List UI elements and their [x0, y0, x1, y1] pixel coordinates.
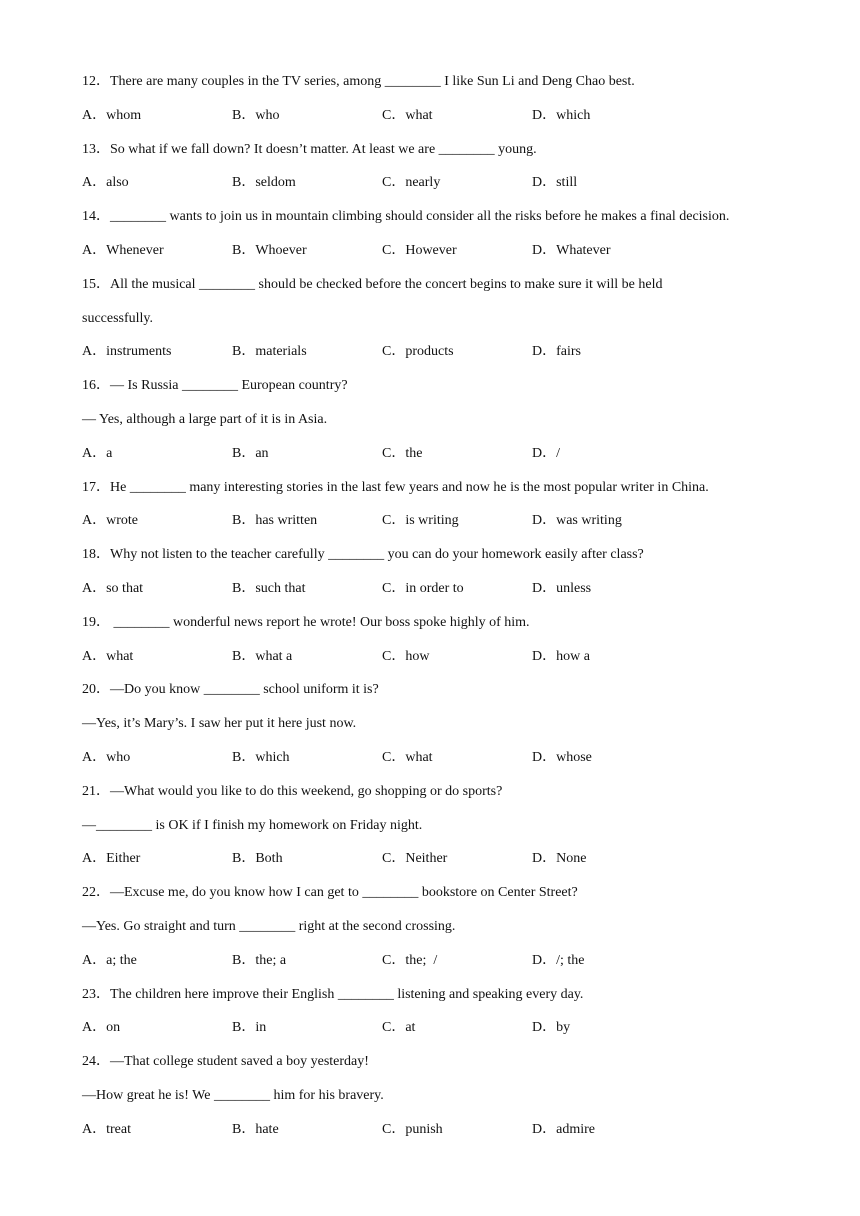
- answer-options: [82, 748, 802, 782]
- answer-option-d[interactable]: D．still: [532, 175, 578, 191]
- answer-option-b[interactable]: B．who: [232, 107, 280, 123]
- answer-options: [82, 1120, 802, 1154]
- question-block: [82, 478, 802, 546]
- answer-option-a[interactable]: A．treat: [82, 1121, 131, 1137]
- answer-option-c[interactable]: C．is writing: [382, 513, 459, 529]
- question-block: [82, 545, 802, 613]
- answer-option-d[interactable]: D．admire: [532, 1121, 595, 1137]
- question-stem: [82, 478, 802, 512]
- answer-option-a[interactable]: A．wrote: [82, 513, 138, 529]
- answer-option-b[interactable]: B．Whoever: [232, 242, 307, 258]
- question-stem: [82, 782, 802, 816]
- question-block: [82, 985, 802, 1053]
- question-number: 22．: [82, 885, 110, 901]
- answer-options: [82, 511, 802, 545]
- question-stem: [82, 985, 802, 1019]
- answer-option-d[interactable]: D．/; the: [532, 952, 585, 968]
- question-number: 23．: [82, 986, 110, 1002]
- question-block: [82, 782, 802, 883]
- answer-option-a[interactable]: A．who: [82, 749, 131, 765]
- question-stem: [82, 883, 802, 917]
- answer-option-c[interactable]: C．nearly: [382, 175, 441, 191]
- answer-option-d[interactable]: D．Whatever: [532, 242, 611, 258]
- question-stem: [82, 680, 802, 714]
- question-stem: [82, 72, 802, 106]
- question-stem: [82, 1052, 802, 1086]
- answer-option-b[interactable]: B．what a: [232, 648, 293, 664]
- question-text: — Is Russia ________ European country?: [110, 378, 348, 394]
- answer-option-d[interactable]: D．by: [532, 1020, 571, 1036]
- question-text: successfully.: [82, 310, 154, 326]
- answer-option-b[interactable]: B．which: [232, 749, 290, 765]
- question-number: 24．: [82, 1054, 110, 1070]
- question-block: [82, 376, 802, 477]
- question-text: —Do you know ________ school uniform it is?: [110, 682, 379, 698]
- question-number: 15．: [82, 276, 110, 292]
- question-text: —Excuse me, do you know how I can get to ________ bookstore on Center Street?: [110, 885, 578, 901]
- question-number: 14．: [82, 209, 110, 225]
- question-number: 17．: [82, 479, 110, 495]
- question-block: [82, 72, 802, 140]
- answer-option-c[interactable]: C．the: [382, 445, 423, 461]
- question-text: So what if we fall down? It doesn’t matter. At least we are ________ young.: [110, 141, 537, 157]
- question-number: 12．: [82, 74, 110, 89]
- question-text: —How great he is! We ________ him for his bravery.: [82, 1087, 384, 1103]
- question-number: 20．: [82, 682, 110, 698]
- answer-options: [82, 241, 802, 275]
- question-block: [82, 275, 802, 376]
- answer-option-a[interactable]: A．instruments: [82, 344, 172, 360]
- answer-option-d[interactable]: D．fairs: [532, 344, 581, 360]
- answer-options: [82, 1018, 802, 1052]
- answer-option-c[interactable]: C．how: [382, 648, 430, 664]
- question-text: —Yes, it’s Mary’s. I saw her put it here just now.: [82, 716, 357, 732]
- question-number: 21．: [82, 783, 110, 799]
- answer-option-a[interactable]: A．Either: [82, 851, 141, 867]
- answer-option-a[interactable]: A．a: [82, 445, 113, 461]
- answer-option-c[interactable]: C．in order to: [382, 580, 464, 596]
- answer-option-c[interactable]: C．what: [382, 107, 433, 123]
- question-stem: [82, 207, 802, 241]
- answer-option-c[interactable]: C．Neither: [382, 851, 448, 867]
- question-stem: [82, 376, 802, 410]
- answer-options: [82, 342, 802, 376]
- question-stem: [82, 613, 802, 647]
- answer-option-b[interactable]: B．Both: [232, 851, 283, 867]
- answer-option-a[interactable]: A．whom: [82, 107, 142, 123]
- question-continuation: [82, 917, 802, 951]
- answer-option-a[interactable]: A．Whenever: [82, 242, 164, 258]
- answer-options: [82, 173, 802, 207]
- question-text: —That college student saved a boy yesterday!: [110, 1054, 369, 1070]
- question-text: All the musical ________ should be checked before the concert begins to make sure it will be held: [110, 276, 663, 292]
- answer-option-b[interactable]: B．hate: [232, 1121, 279, 1137]
- question-text: Why not listen to the teacher carefully ________ you can do your homework easily after class?: [110, 547, 644, 563]
- answer-option-c[interactable]: C．what: [382, 749, 433, 765]
- answer-option-c[interactable]: C．the; /: [382, 952, 438, 968]
- answer-options: [82, 647, 802, 681]
- question-number: 13．: [82, 141, 110, 157]
- answer-option-c[interactable]: C．punish: [382, 1121, 443, 1137]
- question-block: [82, 207, 802, 275]
- question-text: ________ wants to join us in mountain climbing should consider all the risks before he makes a final decision.: [110, 209, 730, 225]
- question-continuation: [82, 1086, 802, 1120]
- question-stem: [82, 545, 802, 579]
- answer-option-d[interactable]: D．unless: [532, 580, 592, 596]
- answer-option-b[interactable]: B．materials: [232, 344, 307, 360]
- answer-option-a[interactable]: A．so that: [82, 580, 144, 596]
- answer-option-b[interactable]: B．the; a: [232, 952, 287, 968]
- answer-option-b[interactable]: B．has written: [232, 513, 318, 529]
- question-number: 16．: [82, 378, 110, 394]
- answer-options: [82, 951, 802, 985]
- question-block: [82, 1052, 802, 1153]
- answer-option-a[interactable]: A．what: [82, 648, 134, 664]
- answer-option-d[interactable]: D．whose: [532, 749, 592, 765]
- question-text: —________ is OK if I finish my homework on Friday night.: [82, 817, 423, 833]
- answer-option-a[interactable]: A．on: [82, 1020, 121, 1036]
- answer-option-a[interactable]: A．also: [82, 175, 129, 191]
- answer-option-c[interactable]: C．at: [382, 1020, 416, 1036]
- answer-option-d[interactable]: D．/: [532, 445, 560, 461]
- question-block: [82, 140, 802, 208]
- question-continuation: [82, 309, 802, 343]
- question-block: [82, 883, 802, 984]
- answer-option-c[interactable]: C．products: [382, 344, 454, 360]
- answer-option-d[interactable]: D．None: [532, 851, 587, 867]
- answer-options: [82, 444, 802, 478]
- question-text: — Yes, although a large part of it is in Asia.: [82, 411, 328, 427]
- question-continuation: [82, 816, 802, 850]
- worksheet-page: [82, 72, 802, 1154]
- question-text: —Yes. Go straight and turn ________ right at the second crossing.: [82, 918, 456, 934]
- question-stem: [82, 275, 802, 309]
- answer-option-b[interactable]: B．in: [232, 1020, 267, 1036]
- answer-option-b[interactable]: B．seldom: [232, 175, 296, 191]
- question-continuation: [82, 714, 802, 748]
- answer-options: [82, 106, 802, 140]
- answer-option-d[interactable]: D．which: [532, 107, 591, 123]
- answer-option-b[interactable]: B．an: [232, 445, 269, 461]
- answer-option-c[interactable]: C．However: [382, 242, 457, 258]
- answer-option-a[interactable]: A．a; the: [82, 952, 137, 968]
- answer-option-d[interactable]: D．was writing: [532, 513, 622, 529]
- question-block: [82, 680, 802, 781]
- question-number: 19．: [82, 614, 110, 630]
- answer-option-d[interactable]: D．how a: [532, 648, 590, 664]
- answer-option-b[interactable]: B．such that: [232, 580, 306, 596]
- question-continuation: [82, 410, 802, 444]
- question-text: —What would you like to do this weekend, go shopping or do sports?: [110, 783, 503, 799]
- answer-options: [82, 579, 802, 613]
- question-text: ________ wonderful news report he wrote! Our boss spoke highly of him.: [110, 614, 530, 630]
- question-number: 18．: [82, 547, 110, 563]
- question-text: The children here improve their English ________ listening and speaking every day.: [110, 986, 584, 1002]
- question-block: [82, 613, 802, 681]
- answer-options: [82, 849, 802, 883]
- question-text: There are many couples in the TV series, among ________ I like Sun Li and Deng Chao best.: [110, 74, 635, 89]
- question-text: He ________ many interesting stories in the last few years and now he is the most popular writer in China.: [110, 479, 709, 495]
- question-stem: [82, 140, 802, 174]
